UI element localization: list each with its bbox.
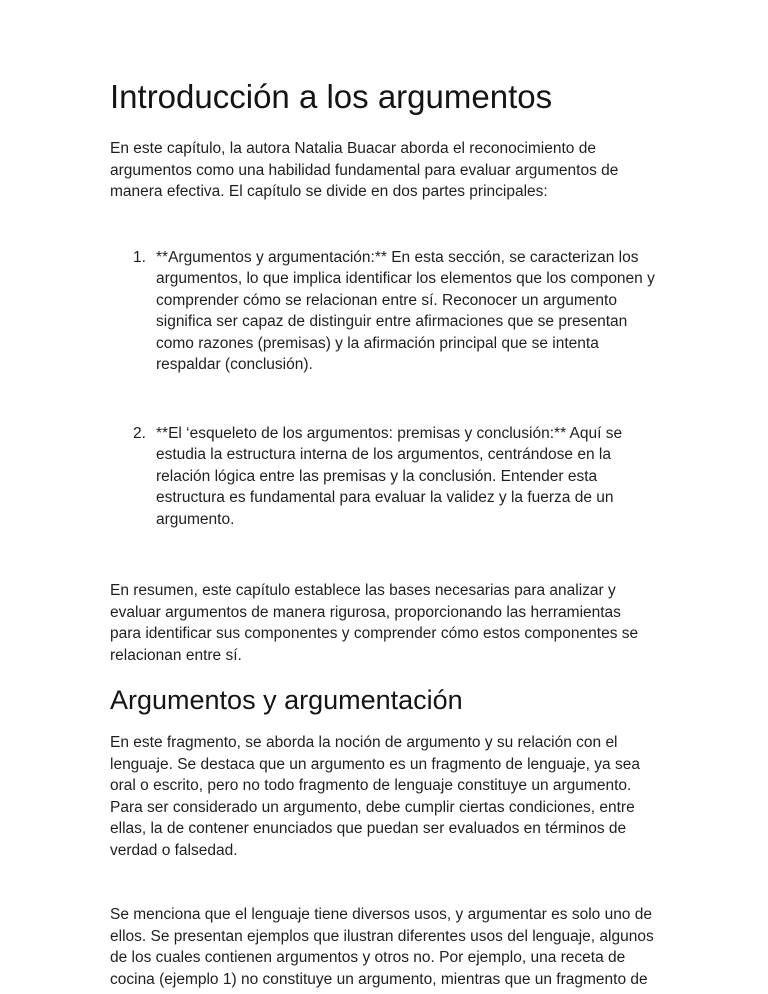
list-item <box>110 423 656 531</box>
section-paragraph-1: En este fragmento, se aborda la noción de argumento y su relación con el lenguaje. Se destaca que un argumento es un fragmento de lenguaje, ya sea oral o escrito, pero no todo fragmento de lenguaje constituye un argumento. Para ser considerado un argumento, debe cumplir ciertas condiciones, entre ellas, la de contener enunciados que puedan ser evaluados en términos de verdad o falsedad. <box>110 734 640 859</box>
summary-paragraph: En resumen, este capítulo establece las bases necesarias para analizar y evaluar argumentos de manera rigurosa, proporcionando las herramientas para identificar sus componentes y comprender cómo estos componentes se relacionan entre sí. <box>110 582 639 664</box>
list-item <box>110 247 656 376</box>
document-title: Introducción a los argumentos <box>110 78 553 115</box>
intro-paragraph: En este capítulo, la autora Natalia Buacar aborda el reconocimiento de argumentos como una habilidad fundamental para evaluar argumentos de manera efectiva. El capítulo se divide en dos partes principales: <box>110 140 619 200</box>
numbered-list <box>110 247 656 531</box>
list-item-text: **El ‘esqueleto de los argumentos: premisas y conclusión:** Aquí se estudia la estructura interna de los argumentos, centrándose en la relación lógica entre las premisas y la conclusión. Entender esta estructura es fundamental para evaluar la validez y la fuerza de un argumento. <box>156 424 623 528</box>
section-paragraph-2: Se menciona que el lenguaje tiene diversos usos, y argumentar es solo uno de ellos. Se presentan ejemplos que ilustran diferentes usos del lenguaje, algunos de los cuales contienen argumentos y otros no. Por ejemplo, una receta de cocina (ejemplo 1) no constituye un argumento, mientras que un fragmento de <box>110 906 654 988</box>
section-heading: Argumentos y argumentación <box>110 685 463 715</box>
list-item-text: **Argumentos y argumentación:** En esta sección, se caracterizan los argumentos, lo que implica identificar los elementos que los componen y comprender cómo se relacionan entre sí. Reconocer un argumento significa ser capaz de distinguir entre afirmaciones que se presentan como razones (premisas) y la afirmación principal que se intenta respaldar (conclusión). <box>156 248 655 373</box>
list-item-number: 2. <box>133 424 146 442</box>
list-item-number: 1. <box>133 248 146 266</box>
